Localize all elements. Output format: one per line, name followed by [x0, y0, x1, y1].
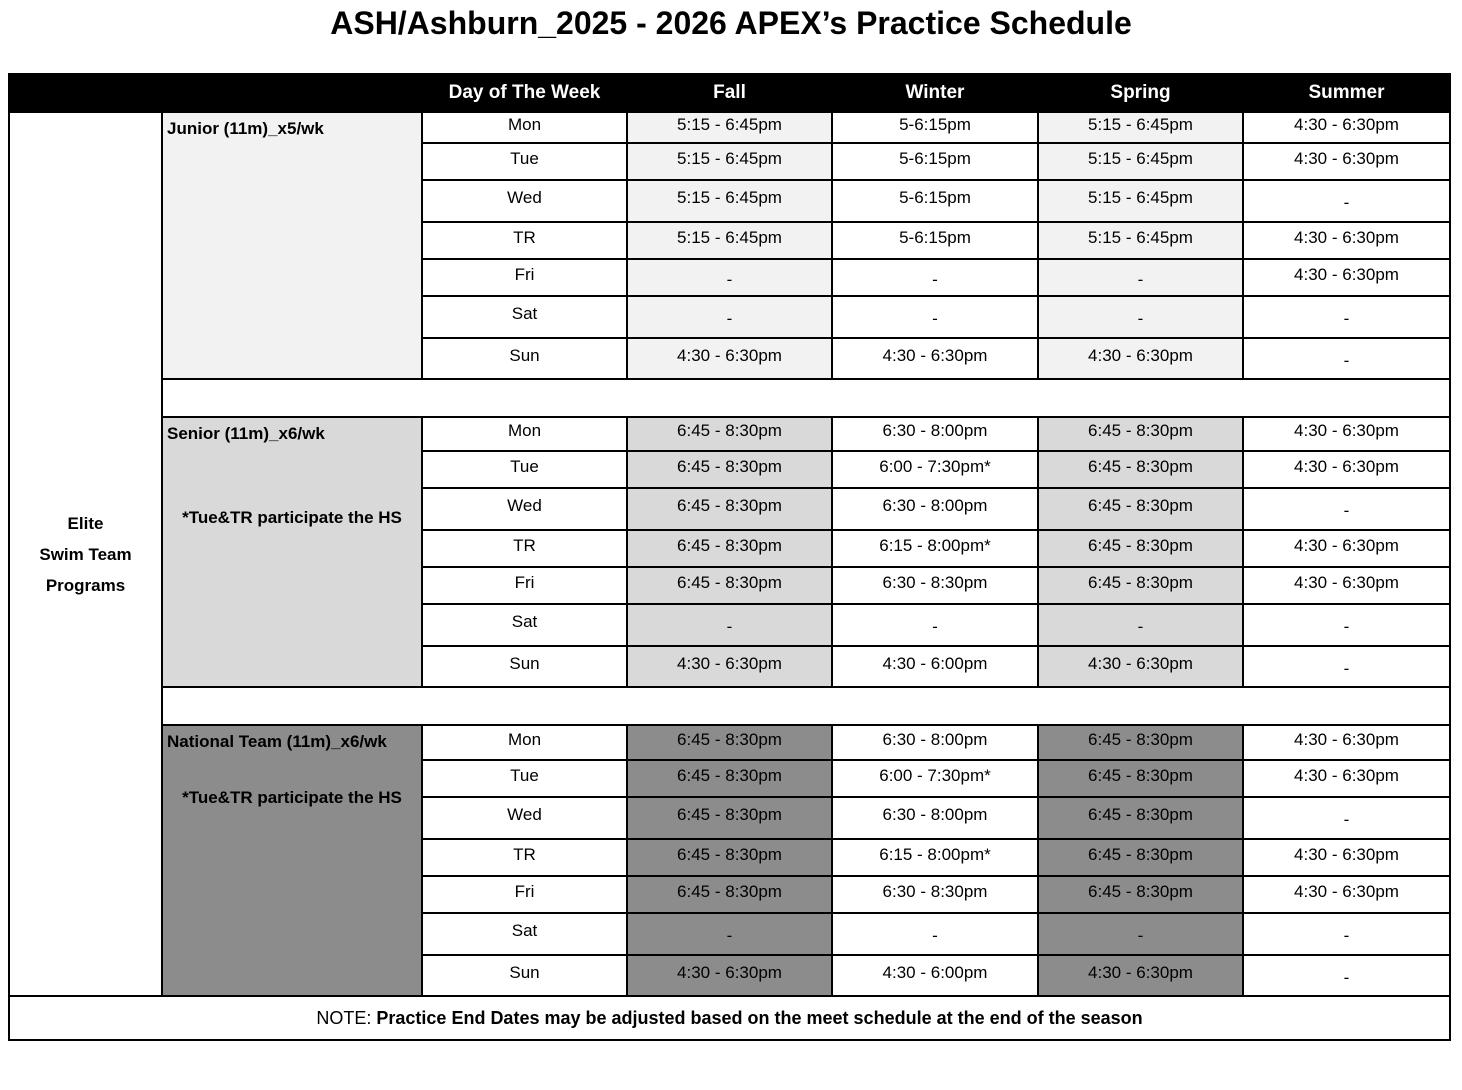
day-cell: Sat: [422, 296, 627, 338]
fall-time-cell: 6:45 - 8:30pm: [627, 797, 832, 839]
spring-time-cell: 6:45 - 8:30pm: [1038, 567, 1243, 604]
header-row: [9, 74, 1450, 112]
day-cell: Tue: [422, 451, 627, 488]
program-name-national: [162, 725, 422, 996]
day-cell: Sun: [422, 338, 627, 379]
program-title: Junior (11m)_x5/wk: [167, 119, 324, 138]
winter-time-cell: 6:15 - 8:00pm*: [832, 530, 1038, 567]
summer-time-cell: -: [1243, 797, 1450, 839]
summer-time-cell: -: [1243, 180, 1450, 222]
header-fall: Fall: [627, 74, 832, 112]
summer-time-cell: 4:30 - 6:30pm: [1243, 451, 1450, 488]
day-cell: Sun: [422, 646, 627, 687]
winter-time-cell: 5-6:15pm: [832, 222, 1038, 259]
header-day: Day of The Week: [422, 74, 627, 112]
day-cell: Sun: [422, 955, 627, 996]
day-cell: TR: [422, 222, 627, 259]
spring-time-cell: 5:15 - 6:45pm: [1038, 112, 1243, 143]
winter-time-cell: 6:15 - 8:00pm*: [832, 839, 1038, 876]
program-side-label: [9, 112, 162, 996]
day-cell: Tue: [422, 760, 627, 797]
fall-time-cell: 6:45 - 8:30pm: [627, 725, 832, 760]
day-cell: Fri: [422, 567, 627, 604]
spring-time-cell: 5:15 - 6:45pm: [1038, 143, 1243, 180]
group-spacer-row: [9, 687, 1450, 725]
day-cell: TR: [422, 530, 627, 567]
fall-time-cell: 5:15 - 6:45pm: [627, 180, 832, 222]
header-spring: Spring: [1038, 74, 1243, 112]
fall-time-cell: 6:45 - 8:30pm: [627, 839, 832, 876]
footer-note-label: NOTE:: [316, 1007, 377, 1028]
schedule-table: [8, 73, 1451, 1041]
header-blank-2: [162, 74, 422, 112]
day-cell: Mon: [422, 725, 627, 760]
day-cell: Tue: [422, 143, 627, 180]
summer-time-cell: -: [1243, 955, 1450, 996]
group-spacer-row: [9, 379, 1450, 417]
winter-time-cell: 6:30 - 8:00pm: [832, 488, 1038, 530]
winter-time-cell: 5-6:15pm: [832, 180, 1038, 222]
table-row: [9, 725, 1450, 760]
fall-time-cell: 6:45 - 8:30pm: [627, 760, 832, 797]
summer-time-cell: -: [1243, 488, 1450, 530]
spring-time-cell: 6:45 - 8:30pm: [1038, 725, 1243, 760]
spring-time-cell: 5:15 - 6:45pm: [1038, 180, 1243, 222]
summer-time-cell: 4:30 - 6:30pm: [1243, 876, 1450, 913]
summer-time-cell: 4:30 - 6:30pm: [1243, 839, 1450, 876]
summer-time-cell: -: [1243, 646, 1450, 687]
program-note: *Tue&TR participate the HS: [182, 788, 402, 807]
day-cell: Mon: [422, 417, 627, 451]
fall-time-cell: 6:45 - 8:30pm: [627, 567, 832, 604]
fall-time-cell: 6:45 - 8:30pm: [627, 488, 832, 530]
spring-time-cell: 6:45 - 8:30pm: [1038, 488, 1243, 530]
fall-time-cell: -: [627, 259, 832, 296]
footer-note-row: [9, 996, 1450, 1040]
winter-time-cell: 6:30 - 8:00pm: [832, 417, 1038, 451]
footer-note-text: Practice End Dates may be adjusted based on the meet schedule at the end of the season: [376, 1007, 1143, 1028]
winter-time-cell: 6:30 - 8:30pm: [832, 567, 1038, 604]
side-label-line: Elite: [67, 513, 104, 533]
fall-time-cell: 5:15 - 6:45pm: [627, 222, 832, 259]
program-title: National Team (11m)_x6/wk: [167, 732, 387, 751]
winter-time-cell: 4:30 - 6:00pm: [832, 955, 1038, 996]
day-cell: Wed: [422, 797, 627, 839]
table-row: [9, 417, 1450, 451]
spacer-cell: [162, 379, 1450, 417]
spring-time-cell: 6:45 - 8:30pm: [1038, 451, 1243, 488]
winter-time-cell: -: [832, 296, 1038, 338]
program-name-junior: [162, 112, 422, 379]
day-cell: Sat: [422, 913, 627, 955]
fall-time-cell: 6:45 - 8:30pm: [627, 530, 832, 567]
summer-time-cell: 4:30 - 6:30pm: [1243, 725, 1450, 760]
fall-time-cell: 5:15 - 6:45pm: [627, 112, 832, 143]
spring-time-cell: 6:45 - 8:30pm: [1038, 760, 1243, 797]
day-cell: Wed: [422, 488, 627, 530]
side-label-line: Swim Team: [39, 544, 132, 564]
winter-time-cell: 5-6:15pm: [832, 112, 1038, 143]
spring-time-cell: 6:45 - 8:30pm: [1038, 417, 1243, 451]
fall-time-cell: 6:45 - 8:30pm: [627, 417, 832, 451]
spring-time-cell: -: [1038, 296, 1243, 338]
header-summer: Summer: [1243, 74, 1450, 112]
winter-time-cell: -: [832, 604, 1038, 646]
spring-time-cell: -: [1038, 604, 1243, 646]
summer-time-cell: -: [1243, 913, 1450, 955]
winter-time-cell: -: [832, 913, 1038, 955]
spring-time-cell: 6:45 - 8:30pm: [1038, 839, 1243, 876]
fall-time-cell: 6:45 - 8:30pm: [627, 451, 832, 488]
winter-time-cell: 6:30 - 8:30pm: [832, 876, 1038, 913]
fall-time-cell: -: [627, 913, 832, 955]
summer-time-cell: -: [1243, 604, 1450, 646]
winter-time-cell: -: [832, 259, 1038, 296]
day-cell: Fri: [422, 876, 627, 913]
spring-time-cell: -: [1038, 913, 1243, 955]
winter-time-cell: 6:30 - 8:00pm: [832, 725, 1038, 760]
winter-time-cell: 5-6:15pm: [832, 143, 1038, 180]
fall-time-cell: -: [627, 296, 832, 338]
spring-time-cell: 4:30 - 6:30pm: [1038, 955, 1243, 996]
day-cell: Sat: [422, 604, 627, 646]
summer-time-cell: 4:30 - 6:30pm: [1243, 112, 1450, 143]
fall-time-cell: 4:30 - 6:30pm: [627, 646, 832, 687]
spring-time-cell: 4:30 - 6:30pm: [1038, 338, 1243, 379]
winter-time-cell: 6:00 - 7:30pm*: [832, 760, 1038, 797]
summer-time-cell: 4:30 - 6:30pm: [1243, 567, 1450, 604]
summer-time-cell: 4:30 - 6:30pm: [1243, 222, 1450, 259]
winter-time-cell: 4:30 - 6:00pm: [832, 646, 1038, 687]
day-cell: Fri: [422, 259, 627, 296]
summer-time-cell: 4:30 - 6:30pm: [1243, 530, 1450, 567]
day-cell: Mon: [422, 112, 627, 143]
side-label-line: Programs: [45, 575, 126, 595]
summer-time-cell: 4:30 - 6:30pm: [1243, 259, 1450, 296]
summer-time-cell: 4:30 - 6:30pm: [1243, 143, 1450, 180]
spring-time-cell: 4:30 - 6:30pm: [1038, 646, 1243, 687]
program-title: Senior (11m)_x6/wk: [167, 424, 325, 443]
fall-time-cell: 5:15 - 6:45pm: [627, 143, 832, 180]
spacer-cell: [162, 687, 1450, 725]
summer-time-cell: -: [1243, 296, 1450, 338]
day-cell: Wed: [422, 180, 627, 222]
program-note: *Tue&TR participate the HS: [182, 508, 402, 527]
fall-time-cell: 6:45 - 8:30pm: [627, 876, 832, 913]
page-title: ASH/Ashburn_2025 - 2026 APEX’s Practice Schedule: [330, 5, 1132, 41]
spring-time-cell: -: [1038, 259, 1243, 296]
header-winter: Winter: [832, 74, 1038, 112]
summer-time-cell: 4:30 - 6:30pm: [1243, 417, 1450, 451]
footer-note: [9, 996, 1450, 1040]
table-row: [9, 112, 1450, 143]
fall-time-cell: 4:30 - 6:30pm: [627, 955, 832, 996]
spring-time-cell: 5:15 - 6:45pm: [1038, 222, 1243, 259]
day-cell: TR: [422, 839, 627, 876]
fall-time-cell: -: [627, 604, 832, 646]
header-blank-1: [9, 74, 162, 112]
summer-time-cell: 4:30 - 6:30pm: [1243, 760, 1450, 797]
winter-time-cell: 6:30 - 8:00pm: [832, 797, 1038, 839]
winter-time-cell: 4:30 - 6:30pm: [832, 338, 1038, 379]
winter-time-cell: 6:00 - 7:30pm*: [832, 451, 1038, 488]
spring-time-cell: 6:45 - 8:30pm: [1038, 530, 1243, 567]
spring-time-cell: 6:45 - 8:30pm: [1038, 797, 1243, 839]
spring-time-cell: 6:45 - 8:30pm: [1038, 876, 1243, 913]
program-name-senior: [162, 417, 422, 687]
summer-time-cell: -: [1243, 338, 1450, 379]
fall-time-cell: 4:30 - 6:30pm: [627, 338, 832, 379]
